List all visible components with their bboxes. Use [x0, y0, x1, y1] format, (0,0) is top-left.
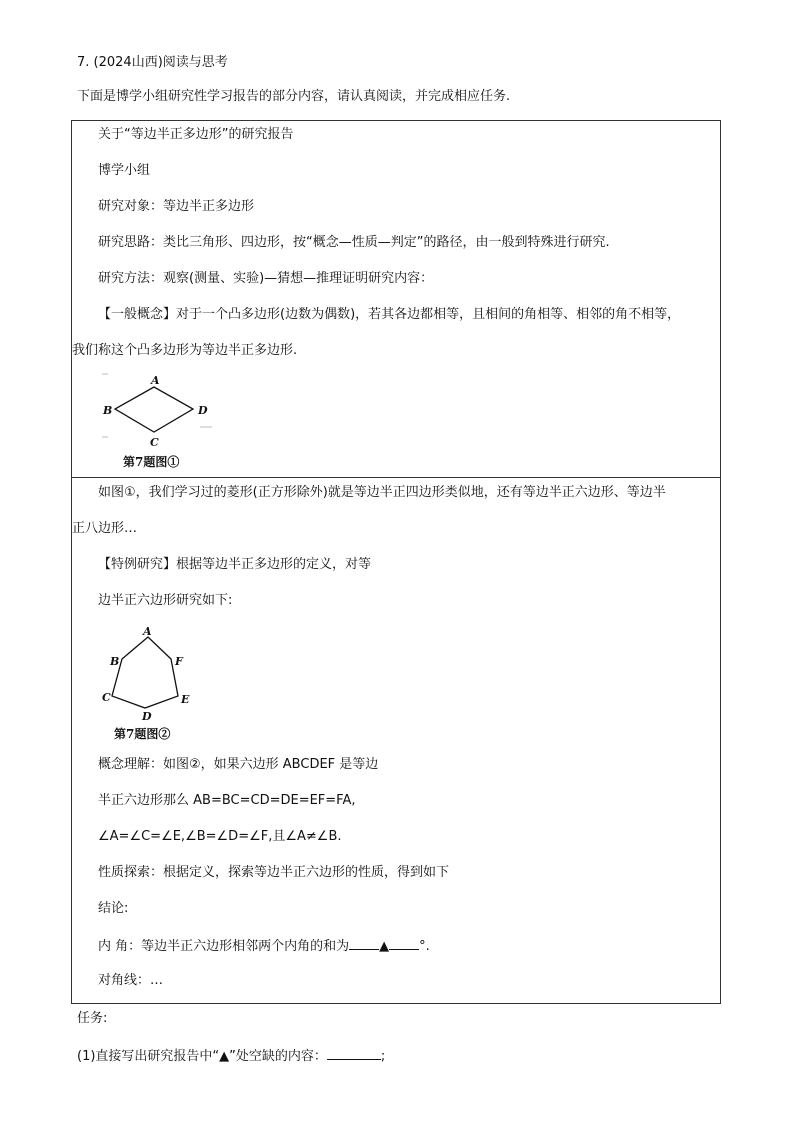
rhombus-text-line1: 如图①，我们学习过的菱形(正方形除外)就是等边半正四边形类似地，还有等边半正六边形、等边半 — [98, 485, 666, 500]
figure-2-caption: 第7题图② — [114, 727, 171, 741]
concept-understanding-line3: ∠A=∠C=∠E,∠B=∠D=∠F,且∠A≠∠B. — [98, 829, 342, 844]
vertex-label-b: B — [110, 655, 120, 668]
vertex-label-e: E — [181, 693, 190, 706]
report-title: 关于“等边半正多边形”的研究报告 — [98, 127, 294, 142]
intro-text: 下面是博学小组研究性学习报告的部分内容，请认真阅读，并完成相应任务. — [77, 89, 511, 104]
conclusion-label: 结论: — [98, 901, 129, 916]
concept-understanding-line1: 概念理解：如图②，如果六边形 ABCDEF 是等边 — [98, 757, 379, 772]
question-title: 7. (2024山西)阅读与思考 — [77, 55, 228, 70]
vertex-label-c: C — [150, 436, 159, 449]
research-method: 研究方法：观察(测量、实验)—猜想—推理证明研究内容： — [98, 271, 434, 286]
concept-understanding-line2: 半正六边形那么 AB=BC=CD=DE=EF=FA, — [98, 793, 356, 808]
interior-angle-suffix: °. — [419, 939, 430, 954]
figure-rhombus — [100, 372, 220, 472]
vertex-label-a: A — [143, 625, 152, 638]
answer-blank-right — [389, 937, 419, 950]
special-study-line2: 边半正六边形研究如下: — [98, 593, 233, 608]
vertex-label-c: C — [102, 691, 111, 704]
triangle-mark: ▲ — [379, 939, 390, 954]
vertex-label-b: B — [103, 404, 113, 417]
research-object: 研究对象：等边半正多边形 — [98, 199, 255, 214]
hexagon-shape — [112, 637, 178, 708]
vertex-label-d: D — [198, 404, 208, 417]
report-group: 博学小组 — [98, 163, 151, 178]
answer-blank-left — [349, 937, 379, 950]
vertex-label-f: F — [175, 655, 183, 668]
figure-1-caption: 第7题图① — [123, 455, 180, 469]
rhombus-shape — [115, 387, 193, 432]
hexagon-diagram — [100, 624, 210, 724]
task-1-suffix: ; — [380, 1049, 386, 1064]
rhombus-text-line2: 正八边形… — [72, 521, 138, 536]
general-concept-line1: 【一般概念】对于一个凸多边形(边数为偶数)，若其各边都相等，且相间的角相等、相邻的角不相等， — [98, 307, 681, 322]
property-exploration: 性质探索：根据定义，探索等边半正六边形的性质，得到如下 — [98, 865, 450, 880]
vertex-label-a: A — [151, 374, 160, 387]
interior-angle-prefix: 内 角：等边半正六边形相邻两个内角的和为 — [98, 939, 350, 954]
task-1-answer-blank — [327, 1047, 381, 1060]
vertex-label-d: D — [142, 710, 152, 723]
figure-hexagon — [100, 624, 210, 744]
interior-angle-line — [98, 937, 430, 955]
task-1 — [77, 1047, 385, 1065]
tasks-heading: 任务: — [77, 1011, 108, 1026]
diagonal-line: 对角线：… — [98, 973, 164, 988]
research-idea: 研究思路：类比三角形、四边形，按“概念—性质—判定”的路径，由一般到特殊进行研究. — [98, 235, 610, 250]
general-concept-line2: 我们称这个凸多边形为等边半正多边形. — [72, 343, 298, 358]
task-1-text: (1)直接写出研究报告中“▲”处空缺的内容： — [77, 1049, 327, 1064]
special-study-line1: 【特例研究】根据等边半正多边形的定义，对等 — [98, 557, 372, 572]
